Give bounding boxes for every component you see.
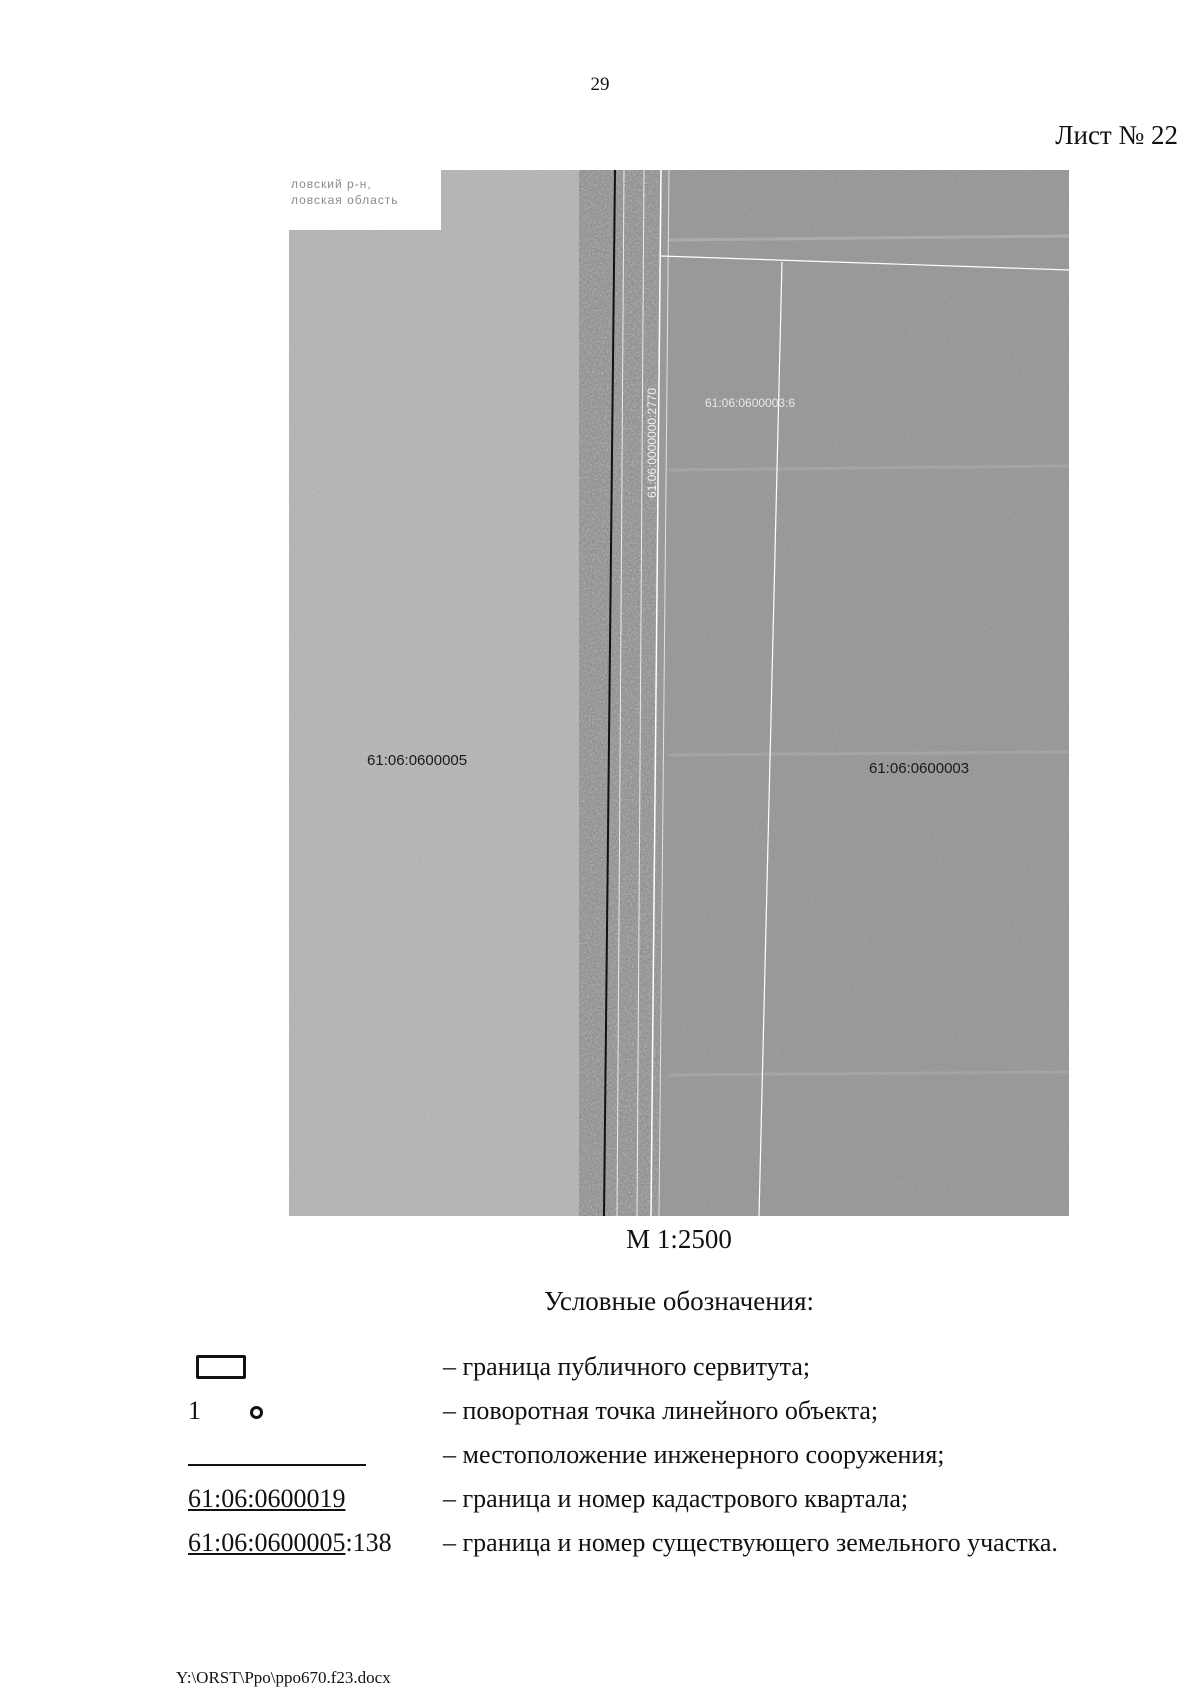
legend-item-structure: [188, 1438, 1168, 1482]
footer-file-path: Y:\ORST\Ppo\ppo670.f23.docx: [176, 1668, 391, 1687]
map-area: [289, 170, 1069, 1216]
map-svg: [289, 170, 1069, 1216]
parcel-sample-suffix: :138: [345, 1528, 392, 1557]
region-line-2: ловская область: [291, 193, 399, 207]
map-scale: М 1:2500: [626, 1224, 732, 1254]
legend-title: Условные обозначения:: [543, 1286, 815, 1316]
structure-line-icon: [188, 1464, 366, 1466]
parcel-label-right: 61:06:0600003:6: [705, 396, 796, 410]
quarter-sample: 61:06:0600019: [188, 1484, 346, 1513]
quarter-label-right: 61:06:0600003: [869, 760, 970, 777]
legend-item-quarter: [188, 1482, 1168, 1526]
region-label: [289, 170, 441, 230]
legend: [188, 1350, 1168, 1570]
legend-item-turning-point: [188, 1394, 1168, 1438]
legend-text: – местоположение инженерного сооружения;: [443, 1440, 945, 1469]
sheet-number: Лист № 22: [1055, 120, 1178, 150]
parcel-sample-quarter: 61:06:0600005: [188, 1528, 346, 1557]
legend-text: – граница публичного сервитута;: [443, 1352, 811, 1381]
legend-item-servitude: [188, 1350, 1168, 1394]
legend-text: – граница и номер существующего земельного участка.: [443, 1528, 1058, 1557]
quarter-label-left: 61:06:0600005: [367, 752, 468, 769]
legend-text: – граница и номер кадастрового квартала;: [443, 1484, 909, 1513]
turning-point-icon: [250, 1406, 263, 1419]
parcel-label-vertical: 61:06:0000000:2770: [645, 387, 659, 498]
legend-item-parcel: [188, 1526, 1168, 1570]
legend-text: – поворотная точка линейного объекта;: [443, 1396, 879, 1425]
region-line-1: ловский р-н,: [291, 177, 372, 191]
point-number: 1: [188, 1396, 201, 1425]
page-number: 29: [590, 74, 610, 95]
servitude-boundary-icon: [196, 1355, 246, 1379]
